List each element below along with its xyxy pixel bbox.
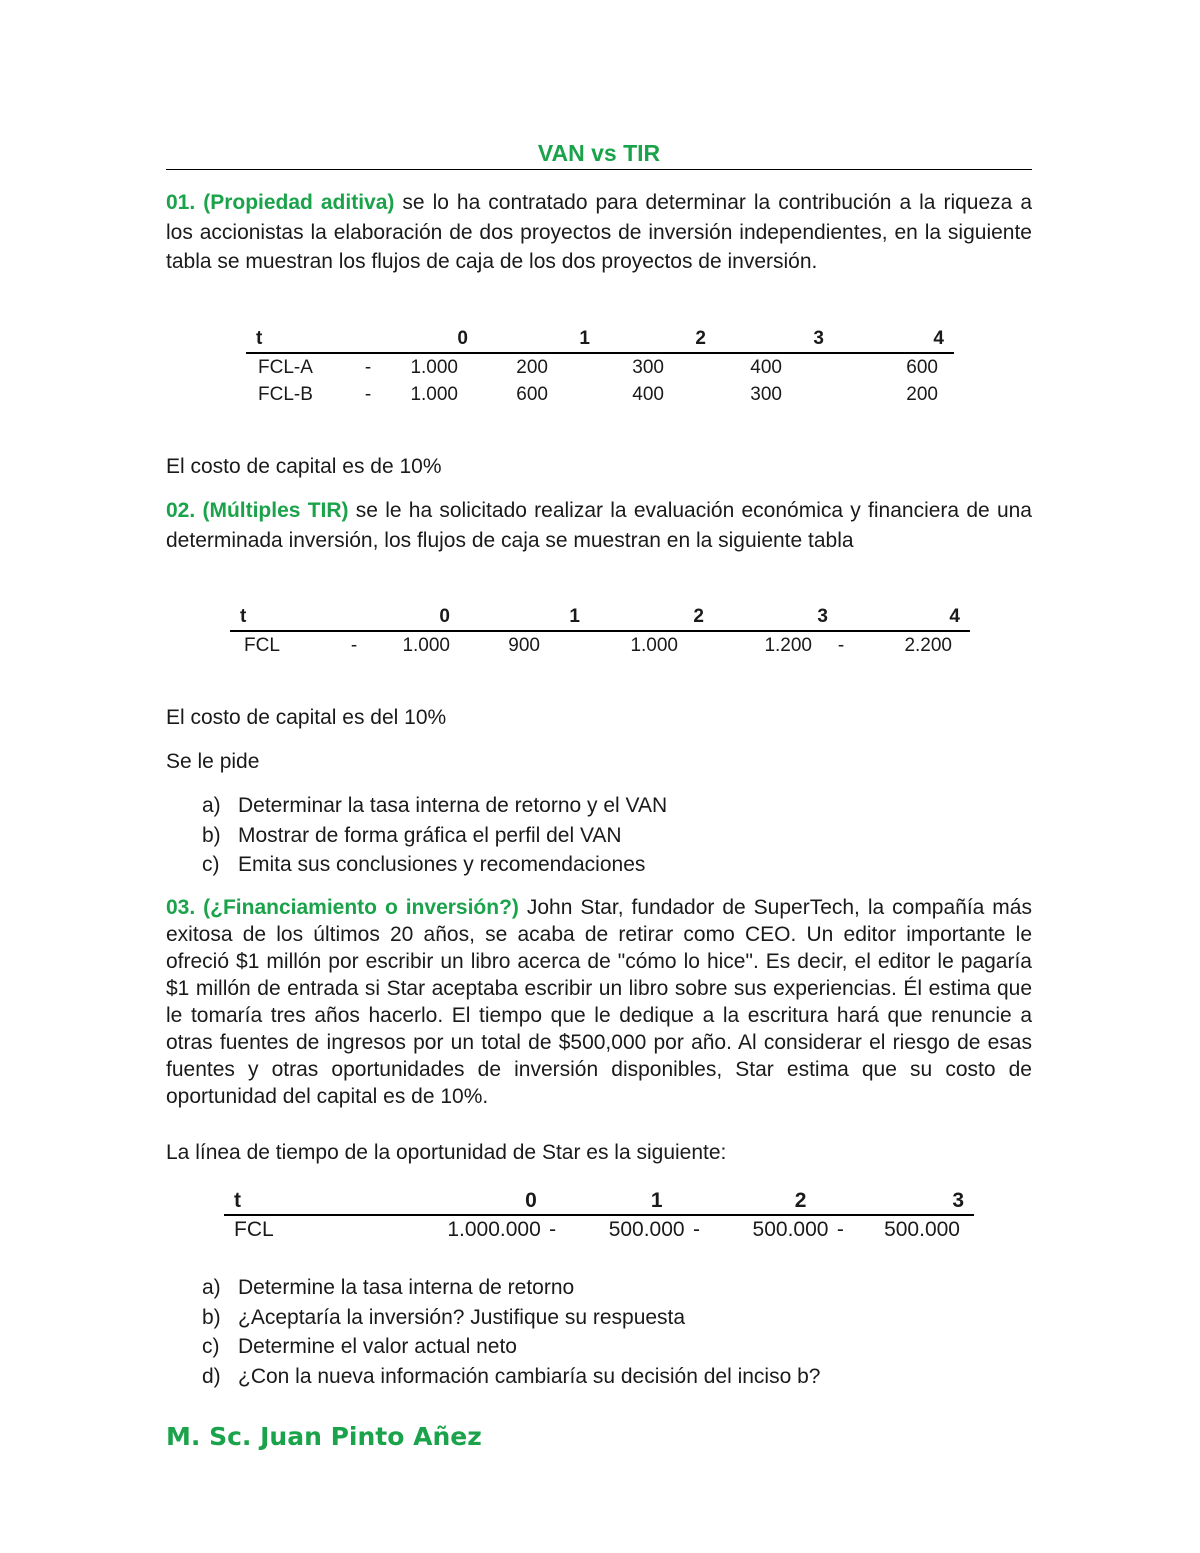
value-cell: 1.000 xyxy=(410,383,458,405)
exercise-2-number: 02. xyxy=(166,499,196,522)
exercise-2-cost: El costo de capital es del 10% xyxy=(166,706,447,729)
value-cell: 300 xyxy=(750,383,782,405)
item-marker: d) xyxy=(202,1364,221,1388)
value-cell: 500.000 xyxy=(884,1217,960,1241)
page-title: VAN vs TIR xyxy=(537,140,661,166)
value-cell: 1.000 xyxy=(402,634,450,656)
list-item xyxy=(166,1273,820,1303)
item-marker: c) xyxy=(202,853,220,876)
item-marker: b) xyxy=(202,823,221,847)
exercise-1-number: 01. xyxy=(166,191,196,214)
sign-cell: - xyxy=(549,1217,557,1241)
row-label: FCL-A xyxy=(258,356,313,378)
table-row xyxy=(246,353,954,381)
list-item xyxy=(166,1332,820,1362)
value-cell: 200 xyxy=(906,383,938,405)
table-row xyxy=(230,631,970,659)
list-item xyxy=(166,791,667,821)
exercise-2-statement xyxy=(166,496,1032,555)
list-item xyxy=(166,850,667,880)
exercise-2-text: se le ha solicitado realizar la evaluación económica y financiera de una determinada inversión, los flujos de caja se muestran en la siguiente tabla xyxy=(166,499,1032,552)
table-header-row xyxy=(230,604,970,631)
item-marker: b) xyxy=(202,1305,221,1329)
item-text: Determine el valor actual neto xyxy=(238,1335,517,1358)
table-row xyxy=(224,1215,974,1243)
list-item xyxy=(166,1303,820,1333)
item-marker: a) xyxy=(202,1276,221,1299)
list-item xyxy=(166,1362,820,1392)
value-cell: 400 xyxy=(632,383,664,405)
sign-cell: - xyxy=(836,1217,844,1241)
value-cell: 1.000.000 xyxy=(447,1217,541,1241)
exercise-3-label: (¿Financiamiento o inversión?) xyxy=(203,896,519,919)
header-cell: 3 xyxy=(706,326,824,353)
row-label: FCL xyxy=(234,1217,274,1241)
header-cell: 0 xyxy=(362,1188,541,1215)
exercise-1-label: (Propiedad aditiva) xyxy=(203,191,395,214)
header-cell: t xyxy=(246,326,354,353)
header-cell: 4 xyxy=(854,604,970,631)
item-text: Determinar la tasa interna de retorno y el VAN xyxy=(238,794,668,817)
header-cell: 3 xyxy=(852,1188,974,1215)
value-cell: 500.000 xyxy=(752,1217,829,1241)
header-cell: 1 xyxy=(468,326,590,353)
value-cell: 200 xyxy=(516,356,548,378)
exercise-1-cost: El costo de capital es de 10% xyxy=(166,455,442,478)
value-cell: 1.000 xyxy=(410,356,458,378)
exercise-1-statement xyxy=(166,188,1032,277)
value-cell: 2.200 xyxy=(904,634,952,656)
header-cell: 2 xyxy=(590,326,706,353)
row-label: FCL-B xyxy=(258,383,313,405)
exercise-2-ask: Se le pide xyxy=(166,750,260,773)
value-cell: 1.200 xyxy=(764,634,812,656)
value-cell: 600 xyxy=(516,383,548,405)
table-header-row xyxy=(224,1188,974,1215)
exercise-1-table xyxy=(246,326,954,408)
exercise-3-questions xyxy=(166,1273,820,1391)
sign-cell: - xyxy=(350,634,358,656)
header-cell: 0 xyxy=(368,604,450,631)
exercise-1-text: se lo ha contratado para determinar la contribución a la riqueza a los accionistas la elaboración de dos proyectos de inversión independientes, en la siguiente tabla se muestran los flujos de caja de los dos proyectos de inversión. xyxy=(166,191,1032,273)
value-cell: 1.000 xyxy=(630,634,678,656)
exercise-3-statement xyxy=(166,894,1032,1110)
table-row xyxy=(246,381,954,408)
item-text: ¿Con la nueva información cambiaría su decisión del inciso b? xyxy=(238,1364,821,1388)
header-cell: 2 xyxy=(580,604,704,631)
sign-cell: - xyxy=(692,1217,700,1241)
header-cell: 0 xyxy=(382,326,468,353)
sign-cell: - xyxy=(837,634,845,656)
header-cell: 3 xyxy=(704,604,828,631)
header-cell: 4 xyxy=(824,326,954,353)
exercise-2-label: (Múltiples TIR) xyxy=(202,499,349,522)
value-cell: 500.000 xyxy=(608,1217,685,1241)
exercise-3-table xyxy=(224,1188,974,1243)
list-item xyxy=(166,821,667,851)
header-cell: t xyxy=(224,1188,362,1215)
row-label: FCL xyxy=(244,634,280,656)
value-cell: 900 xyxy=(508,634,540,656)
sign-cell: - xyxy=(364,383,372,405)
item-marker: c) xyxy=(202,1335,220,1358)
item-text: Emita sus conclusiones y recomendaciones xyxy=(238,853,646,876)
item-marker: a) xyxy=(202,794,221,817)
table-header-row xyxy=(246,326,954,353)
header-cell: 1 xyxy=(565,1188,685,1215)
header-cell: t xyxy=(230,604,340,631)
sign-cell: - xyxy=(364,356,372,378)
exercise-3-timeline-intro: La línea de tiempo de la oportunidad de Star es la siguiente: xyxy=(166,1141,727,1164)
value-cell: 600 xyxy=(906,356,938,378)
exercise-3-number: 03. xyxy=(166,896,196,919)
item-text: Mostrar de forma gráfica el perfil del VAN xyxy=(238,823,622,847)
value-cell: 300 xyxy=(632,356,664,378)
value-cell: 400 xyxy=(750,356,782,378)
exercise-2-table xyxy=(230,604,970,659)
item-text: ¿Aceptaría la inversión? Justifique su respuesta xyxy=(238,1305,686,1329)
header-cell: 2 xyxy=(708,1188,828,1215)
item-text: Determine la tasa interna de retorno xyxy=(238,1276,575,1299)
title-rule xyxy=(166,138,1032,170)
header-cell: 1 xyxy=(450,604,580,631)
author-signature: M. Sc. Juan Pinto Añez xyxy=(166,1422,482,1451)
exercise-3-text: John Star, fundador de SuperTech, la compañía más exitosa de los últimos 20 años, se acaba de retirar como CEO. Un editor importante le ofreció $1 millón por escribir un libro acerca de "cómo lo hice". Es decir, el editor le pagaría $1 millón de entrada si Star aceptaba escribir un libro sobre sus experiencias. Él estima que le tomaría tres años hacerlo. El tiempo que le dedique a la escritura hará que renuncie a otras fuentes de ingresos por un total de $500,000 por año. Al considerar el riesgo de esas fuentes y otras oportunidades de inversión disponibles, Star estima que su costo de oportunidad del capital es de 10%. xyxy=(166,896,1032,1108)
exercise-2-questions xyxy=(166,791,667,880)
